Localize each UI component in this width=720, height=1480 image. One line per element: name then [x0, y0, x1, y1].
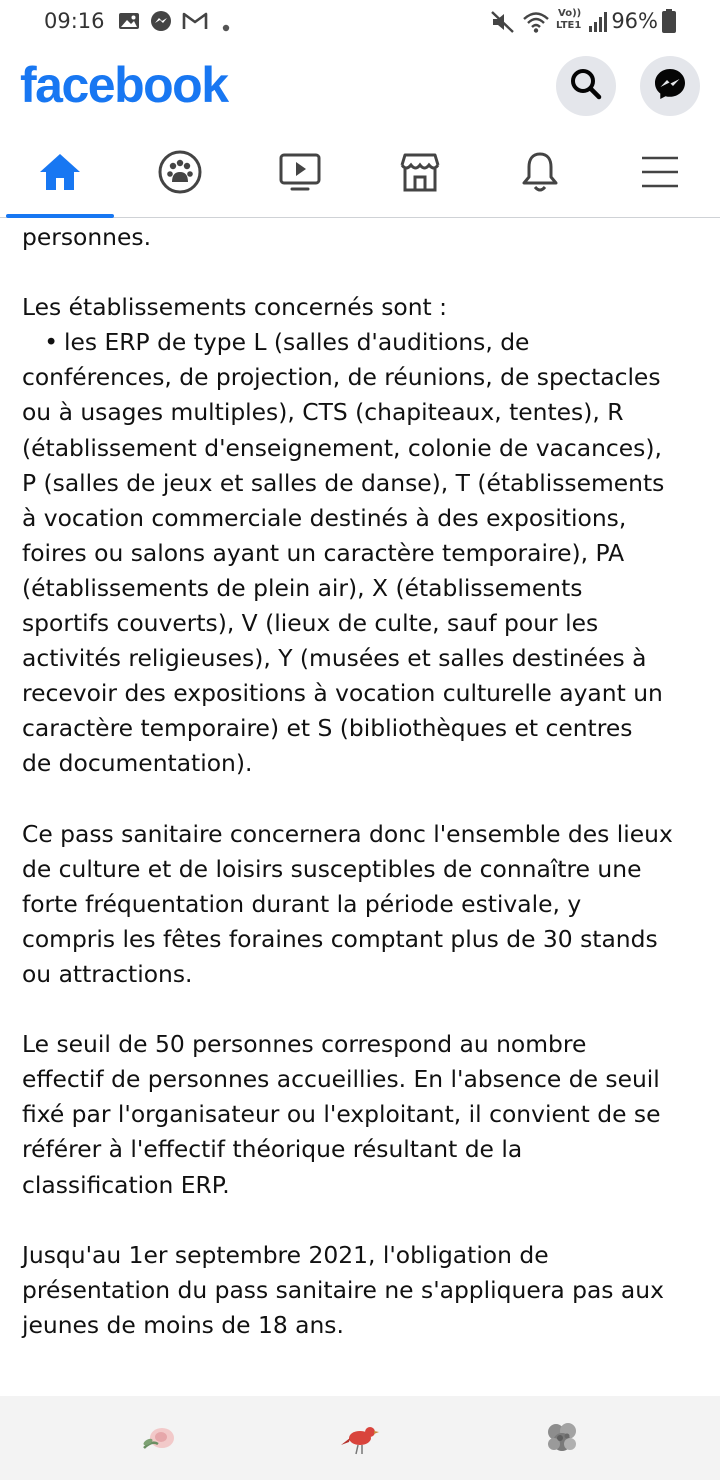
text-line: à vocation commerciale destinés à des expositions, [22, 503, 627, 532]
tab-groups[interactable] [120, 130, 240, 218]
tab-notifications[interactable] [480, 130, 600, 218]
marketplace-icon [398, 151, 442, 197]
battery-percent: 96% [611, 9, 658, 33]
text-line: sportifs couverts), V (lieux de culte, sauf pour les [22, 609, 599, 638]
text-line: P (salles de jeux et salles de danse), T (établissements [22, 468, 665, 497]
text-line: les ERP de type L (salles d'auditions, de [64, 328, 530, 357]
tab-marketplace[interactable] [360, 130, 480, 218]
app-header [0, 44, 720, 130]
dot-icon [222, 17, 230, 36]
text-line: (établissement d'enseignement, colonie de vacances), [22, 433, 662, 462]
text-line: foires ou salons ayant un caractère temporaire), PA [22, 538, 625, 567]
text-line: Jusqu'au 1er septembre 2021, l'obligation de [22, 1240, 549, 1269]
hamburger-icon [639, 154, 681, 194]
rose-sticker-icon[interactable] [140, 1418, 180, 1458]
tab-watch[interactable] [240, 130, 360, 218]
text-line: forte fréquentation durant la période estivale, y [22, 889, 582, 918]
signal-icon [588, 11, 608, 37]
text-line: recevoir des expositions à vocation culturelle ayant un [22, 679, 663, 708]
lte-label-top: Vo)) [558, 8, 582, 19]
messenger-button[interactable] [640, 56, 700, 116]
text-line: compris les fêtes foraines comptant plus de 30 stands [22, 924, 658, 953]
post-content [0, 218, 720, 1396]
bird-sticker-icon[interactable] [340, 1418, 380, 1458]
text-line: présentation du pass sanitaire ne s'appliquera pas aux [22, 1275, 664, 1304]
wifi-icon [522, 10, 550, 38]
text-line: effectif de personnes accueillies. En l'absence de seuil [22, 1065, 660, 1094]
text-line: caractère temporaire) et S (bibliothèques et centres [22, 714, 633, 743]
facebook-logo[interactable]: facebook [20, 57, 228, 113]
text-line: de culture et de loisirs susceptibles de connaître une [22, 854, 642, 883]
status-time: 09:16 [44, 9, 105, 33]
video-icon [278, 152, 322, 196]
nav-bar [0, 130, 720, 218]
text-line: Ce pass sanitaire concernera donc l'ensemble des lieux [22, 819, 673, 848]
groups-icon [157, 149, 203, 199]
text-line: ou attractions. [22, 959, 193, 988]
text-line: référer à l'effectif théorique résultant de la [22, 1135, 523, 1164]
text-line: de documentation). [22, 749, 253, 778]
tab-home[interactable] [0, 130, 120, 218]
grey-bouquet-icon[interactable] [542, 1418, 582, 1458]
text-line: (établissements de plein air), X (établissements [22, 573, 583, 602]
text-line: fixé par l'organisateur ou l'exploitant, il convient de se [22, 1100, 661, 1129]
text-line: personnes. [22, 223, 152, 251]
post-text [22, 220, 712, 1343]
home-icon [38, 152, 82, 196]
search-button[interactable] [556, 56, 616, 116]
text-line: classification ERP. [22, 1170, 230, 1199]
text-line: jeunes de moins de 18 ans. [22, 1310, 344, 1339]
bottom-sticker-bar [0, 1396, 720, 1480]
text-line: activités religieuses), Y (musées et salles destinées à [22, 644, 647, 673]
gallery-icon [118, 10, 140, 36]
list-intro: Les établissements concernés sont : [22, 293, 448, 322]
text-line: Le seuil de 50 personnes correspond au nombre [22, 1030, 587, 1059]
bullet-mark: • [44, 328, 58, 357]
lte-icon [556, 8, 588, 36]
tab-menu[interactable] [600, 130, 720, 218]
list-item [22, 325, 712, 360]
bell-icon [519, 150, 561, 198]
text-line: ou à usages multiples), CTS (chapiteaux, tentes), R [22, 398, 624, 427]
messenger-status-icon [150, 10, 172, 36]
lte-label-bottom: LTE1 [556, 20, 582, 31]
mute-icon [490, 10, 516, 38]
battery-icon [662, 9, 676, 37]
text-line: conférences, de projection, de réunions, de spectacles [22, 363, 661, 392]
status-bar [0, 0, 720, 44]
messenger-icon [652, 66, 688, 106]
gmail-icon [182, 10, 208, 36]
search-icon [569, 67, 603, 105]
